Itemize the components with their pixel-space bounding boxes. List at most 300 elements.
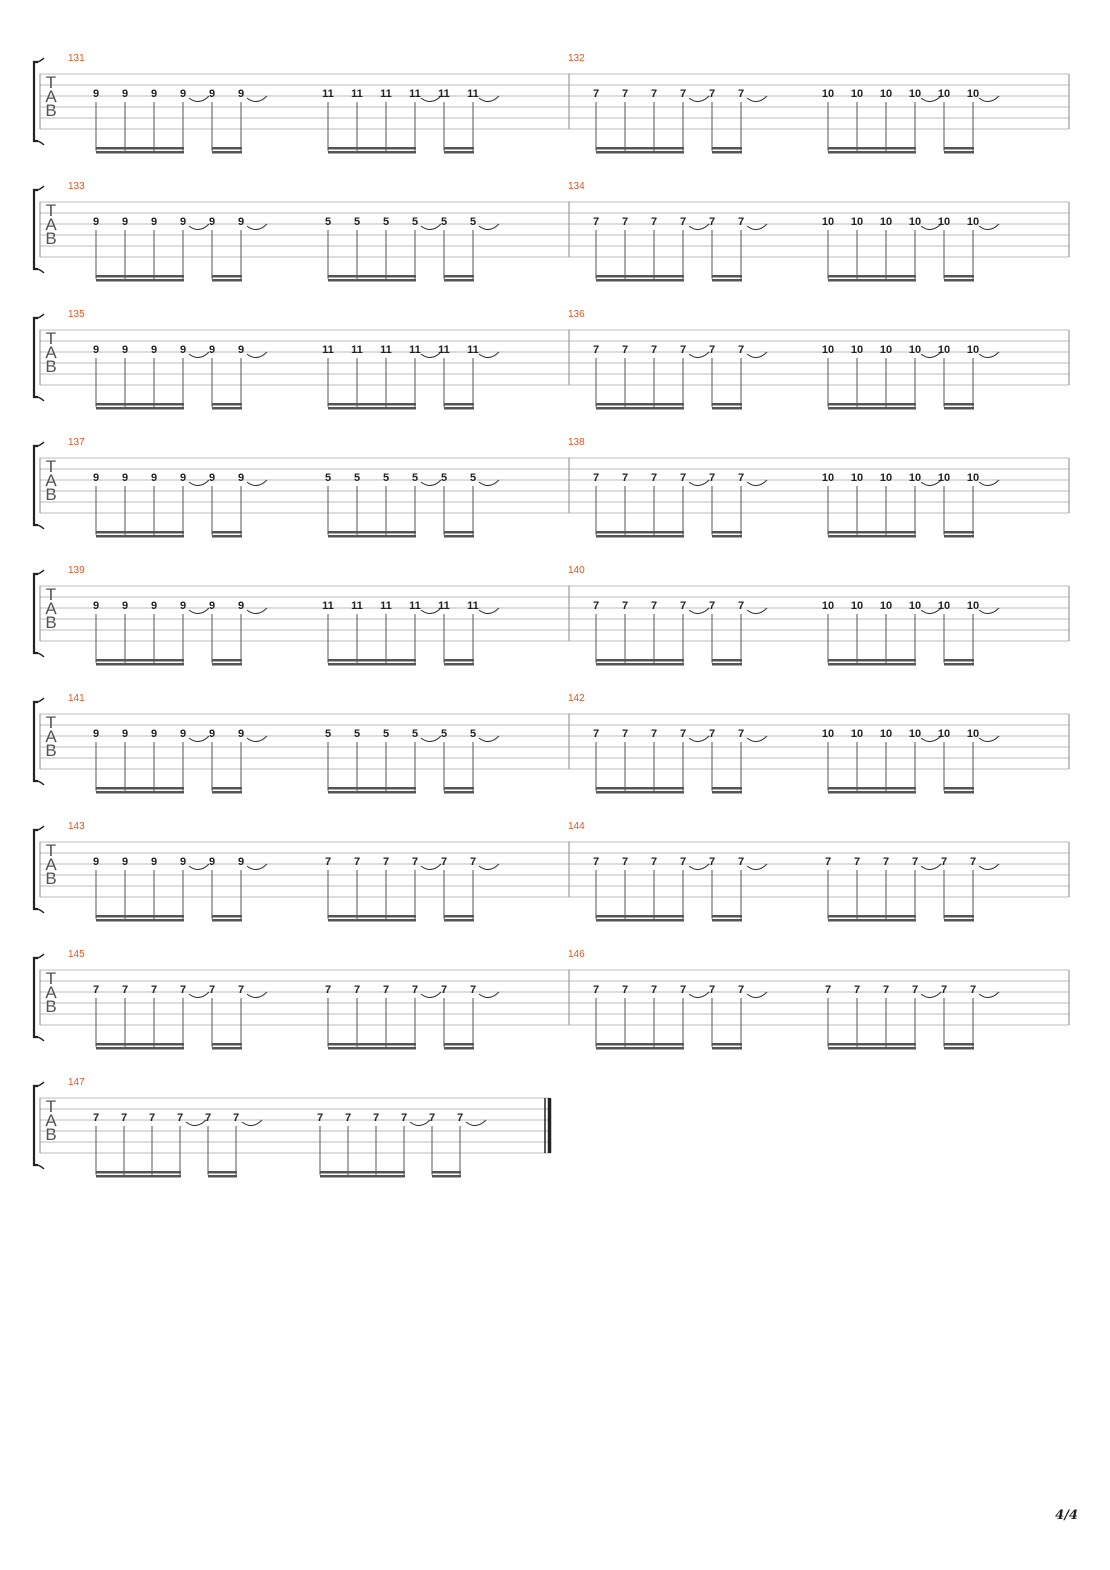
beam bbox=[444, 787, 474, 790]
fret-number: 7 bbox=[92, 984, 100, 996]
fret-number: 7 bbox=[621, 984, 629, 996]
fret-number: 9 bbox=[208, 216, 216, 228]
beam bbox=[596, 663, 684, 666]
tie-arc bbox=[979, 736, 999, 742]
beam bbox=[944, 791, 974, 794]
fret-number: 7 bbox=[382, 856, 390, 868]
fret-number: 7 bbox=[382, 984, 390, 996]
beam bbox=[712, 659, 742, 662]
beam bbox=[96, 1047, 184, 1050]
beam bbox=[712, 151, 742, 154]
fret-number: 11 bbox=[438, 344, 450, 356]
system-bracket bbox=[34, 958, 38, 1037]
fret-number: 10 bbox=[937, 472, 951, 484]
tie-arc bbox=[247, 480, 267, 486]
tab-clef-letter: B bbox=[45, 229, 57, 248]
fret-number: 7 bbox=[679, 600, 687, 612]
beam bbox=[212, 403, 242, 406]
beam bbox=[212, 531, 242, 534]
beam bbox=[596, 151, 684, 154]
beam bbox=[712, 279, 742, 282]
fret-number: 9 bbox=[237, 728, 245, 740]
fret-number: 7 bbox=[179, 984, 187, 996]
beam bbox=[944, 535, 974, 538]
fret-number: 10 bbox=[937, 728, 951, 740]
beam bbox=[944, 151, 974, 154]
bracket-hook bbox=[38, 141, 44, 145]
fret-number: 7 bbox=[737, 728, 745, 740]
fret-number: 10 bbox=[966, 728, 980, 740]
tab-clef-letter: T bbox=[45, 73, 57, 92]
fret-number: 10 bbox=[821, 88, 835, 100]
beam bbox=[828, 659, 916, 662]
beam bbox=[444, 915, 474, 918]
fret-number: 7 bbox=[650, 728, 658, 740]
tie-arc bbox=[479, 480, 499, 486]
system-bracket bbox=[34, 190, 38, 269]
measure-number: 146 bbox=[568, 949, 585, 960]
fret-number: 7 bbox=[650, 216, 658, 228]
tie-arc bbox=[421, 864, 441, 870]
fret-number: 7 bbox=[232, 1112, 240, 1124]
tie-arc bbox=[242, 1120, 262, 1126]
beam bbox=[444, 535, 474, 538]
tie-arc bbox=[479, 96, 499, 102]
beam bbox=[328, 915, 416, 918]
fret-number: 5 bbox=[469, 472, 477, 484]
tab-clef-letter: A bbox=[45, 343, 57, 362]
fret-number: 5 bbox=[440, 216, 448, 228]
fret-number: 11 bbox=[409, 600, 421, 612]
beam bbox=[96, 659, 184, 662]
fret-number: 9 bbox=[237, 472, 245, 484]
beam bbox=[444, 279, 474, 282]
beam bbox=[712, 787, 742, 790]
beam bbox=[712, 535, 742, 538]
fret-number: 7 bbox=[969, 856, 977, 868]
beam bbox=[328, 407, 416, 410]
fret-number: 7 bbox=[679, 728, 687, 740]
fret-number: 7 bbox=[679, 856, 687, 868]
tie-arc bbox=[979, 96, 999, 102]
beam bbox=[828, 791, 916, 794]
beam bbox=[712, 663, 742, 666]
fret-number: 7 bbox=[737, 600, 745, 612]
beam bbox=[328, 1043, 416, 1046]
tie-arc bbox=[921, 864, 941, 870]
tie-arc bbox=[747, 352, 767, 358]
fret-number: 7 bbox=[650, 344, 658, 356]
tie-arc bbox=[747, 224, 767, 230]
fret-number: 9 bbox=[208, 88, 216, 100]
fret-number: 9 bbox=[237, 600, 245, 612]
fret-number: 9 bbox=[121, 856, 129, 868]
fret-number: 5 bbox=[411, 472, 419, 484]
fret-number: 10 bbox=[850, 88, 864, 100]
bracket-hook bbox=[38, 269, 44, 273]
tie-arc bbox=[921, 992, 941, 998]
fret-number: 10 bbox=[966, 88, 980, 100]
fret-number: 9 bbox=[237, 344, 245, 356]
fret-number: 7 bbox=[679, 344, 687, 356]
fret-number: 10 bbox=[821, 600, 835, 612]
beam bbox=[320, 1171, 405, 1174]
tie-arc bbox=[189, 736, 209, 742]
measure-number: 147 bbox=[68, 1077, 85, 1088]
tie-arc bbox=[421, 992, 441, 998]
tab-clef-letter: T bbox=[45, 713, 57, 732]
fret-number: 7 bbox=[679, 88, 687, 100]
measure-number: 132 bbox=[568, 53, 585, 64]
tie-arc bbox=[421, 736, 441, 742]
measure-number: 134 bbox=[568, 181, 585, 192]
fret-number: 11 bbox=[322, 88, 334, 100]
fret-number: 7 bbox=[621, 728, 629, 740]
fret-number: 9 bbox=[121, 216, 129, 228]
beam bbox=[944, 663, 974, 666]
fret-number: 9 bbox=[121, 472, 129, 484]
beam bbox=[328, 1047, 416, 1050]
fret-number: 9 bbox=[179, 88, 187, 100]
fret-number: 7 bbox=[592, 728, 600, 740]
fret-number: 10 bbox=[850, 216, 864, 228]
fret-number: 7 bbox=[469, 984, 477, 996]
tie-arc bbox=[247, 864, 267, 870]
fret-number: 11 bbox=[467, 344, 479, 356]
fret-number: 10 bbox=[821, 728, 835, 740]
beam bbox=[828, 663, 916, 666]
fret-number: 7 bbox=[92, 1112, 100, 1124]
fret-number: 5 bbox=[411, 728, 419, 740]
fret-number: 9 bbox=[150, 344, 158, 356]
fret-number: 7 bbox=[882, 856, 890, 868]
tab-clef-letter: B bbox=[45, 101, 57, 120]
fret-number: 10 bbox=[908, 216, 922, 228]
tie-arc bbox=[247, 96, 267, 102]
beam bbox=[596, 791, 684, 794]
beam bbox=[944, 1043, 974, 1046]
tie-arc bbox=[689, 224, 709, 230]
beam bbox=[208, 1171, 237, 1174]
beam bbox=[212, 279, 242, 282]
beam bbox=[712, 1043, 742, 1046]
bracket-hook bbox=[38, 1165, 44, 1169]
bracket-hook bbox=[38, 653, 44, 657]
fret-number: 7 bbox=[592, 856, 600, 868]
tie-arc bbox=[747, 480, 767, 486]
fret-number: 9 bbox=[179, 600, 187, 612]
fret-number: 7 bbox=[353, 984, 361, 996]
bracket-hook bbox=[38, 314, 44, 318]
fret-number: 9 bbox=[150, 728, 158, 740]
fret-number: 7 bbox=[650, 88, 658, 100]
fret-number: 7 bbox=[708, 88, 716, 100]
fret-number: 9 bbox=[121, 344, 129, 356]
fret-number: 7 bbox=[853, 856, 861, 868]
beam bbox=[596, 407, 684, 410]
fret-number: 7 bbox=[324, 856, 332, 868]
fret-number: 10 bbox=[821, 216, 835, 228]
beam bbox=[712, 147, 742, 150]
measure-number: 140 bbox=[568, 565, 585, 576]
beam bbox=[828, 531, 916, 534]
beam bbox=[444, 275, 474, 278]
tie-arc bbox=[189, 352, 209, 358]
tab-clef-letter: T bbox=[45, 329, 57, 348]
beam bbox=[96, 147, 184, 150]
beam bbox=[96, 403, 184, 406]
beam bbox=[96, 531, 184, 534]
fret-number: 10 bbox=[879, 344, 893, 356]
bracket-hook bbox=[38, 909, 44, 913]
measure-number: 138 bbox=[568, 437, 585, 448]
tie-arc bbox=[689, 96, 709, 102]
beam bbox=[328, 151, 416, 154]
tie-arc bbox=[689, 608, 709, 614]
tie-arc bbox=[479, 864, 499, 870]
fret-number: 10 bbox=[821, 472, 835, 484]
measure-number: 145 bbox=[68, 949, 85, 960]
beam bbox=[320, 1175, 405, 1178]
fret-number: 9 bbox=[237, 216, 245, 228]
beam bbox=[828, 787, 916, 790]
fret-number: 7 bbox=[708, 856, 716, 868]
tie-arc bbox=[747, 608, 767, 614]
fret-number: 9 bbox=[92, 728, 100, 740]
beam bbox=[208, 1175, 237, 1178]
tab-clef-letter: B bbox=[45, 869, 57, 888]
tie-arc bbox=[410, 1120, 430, 1126]
beam bbox=[212, 791, 242, 794]
fret-number: 11 bbox=[409, 344, 421, 356]
bracket-hook bbox=[38, 781, 44, 785]
tie-arc bbox=[689, 352, 709, 358]
tie-arc bbox=[479, 992, 499, 998]
measure-number: 136 bbox=[568, 309, 585, 320]
fret-number: 5 bbox=[353, 216, 361, 228]
beam bbox=[596, 915, 684, 918]
beam bbox=[944, 279, 974, 282]
tie-arc bbox=[189, 864, 209, 870]
fret-number: 9 bbox=[92, 88, 100, 100]
tie-arc bbox=[979, 224, 999, 230]
beam bbox=[328, 531, 416, 534]
beam bbox=[444, 403, 474, 406]
fret-number: 9 bbox=[237, 856, 245, 868]
beam bbox=[444, 151, 474, 154]
tie-arc bbox=[479, 352, 499, 358]
bracket-hook bbox=[38, 397, 44, 401]
tab-clef-letter: B bbox=[45, 485, 57, 504]
fret-number: 10 bbox=[879, 600, 893, 612]
fret-number: 11 bbox=[351, 344, 363, 356]
beam bbox=[96, 915, 184, 918]
measure-number: 131 bbox=[68, 53, 85, 64]
fret-number: 5 bbox=[324, 216, 332, 228]
beam bbox=[944, 275, 974, 278]
beam bbox=[712, 791, 742, 794]
beam bbox=[328, 403, 416, 406]
fret-number: 7 bbox=[650, 856, 658, 868]
fret-number: 11 bbox=[438, 600, 450, 612]
beam bbox=[328, 535, 416, 538]
beam bbox=[444, 659, 474, 662]
beam bbox=[712, 403, 742, 406]
fret-number: 11 bbox=[438, 88, 450, 100]
fret-number: 11 bbox=[380, 600, 392, 612]
tie-arc bbox=[979, 992, 999, 998]
fret-number: 9 bbox=[208, 856, 216, 868]
beam bbox=[328, 787, 416, 790]
tab-clef-letter: T bbox=[45, 201, 57, 220]
beam bbox=[828, 407, 916, 410]
tie-arc bbox=[479, 608, 499, 614]
fret-number: 9 bbox=[179, 472, 187, 484]
tab-clef-letter: A bbox=[45, 599, 57, 618]
fret-number: 10 bbox=[966, 216, 980, 228]
beam bbox=[712, 915, 742, 918]
beam bbox=[596, 531, 684, 534]
tie-arc bbox=[747, 864, 767, 870]
fret-number: 7 bbox=[679, 216, 687, 228]
beam bbox=[596, 1047, 684, 1050]
fret-number: 11 bbox=[351, 600, 363, 612]
fret-number: 10 bbox=[966, 472, 980, 484]
fret-number: 10 bbox=[908, 728, 922, 740]
beam bbox=[96, 535, 184, 538]
fret-number: 7 bbox=[456, 1112, 464, 1124]
fret-number: 7 bbox=[940, 856, 948, 868]
beam bbox=[212, 659, 242, 662]
fret-number: 7 bbox=[592, 344, 600, 356]
fret-number: 7 bbox=[708, 344, 716, 356]
beam bbox=[96, 1175, 181, 1178]
beam bbox=[944, 403, 974, 406]
fret-number: 10 bbox=[937, 600, 951, 612]
tab-clef-letter: A bbox=[45, 855, 57, 874]
beam bbox=[96, 787, 184, 790]
measure-number: 141 bbox=[68, 693, 85, 704]
beam bbox=[444, 1043, 474, 1046]
fret-number: 7 bbox=[969, 984, 977, 996]
tab-clef-letter: B bbox=[45, 613, 57, 632]
beam bbox=[944, 531, 974, 534]
fret-number: 7 bbox=[621, 472, 629, 484]
fret-number: 9 bbox=[208, 472, 216, 484]
tab-clef-letter: T bbox=[45, 1097, 57, 1116]
measure-number: 137 bbox=[68, 437, 85, 448]
tie-arc bbox=[979, 352, 999, 358]
fret-number: 9 bbox=[150, 856, 158, 868]
beam bbox=[328, 791, 416, 794]
fret-number: 9 bbox=[237, 88, 245, 100]
bracket-hook bbox=[38, 525, 44, 529]
beam bbox=[712, 531, 742, 534]
fret-number: 9 bbox=[179, 856, 187, 868]
fret-number: 7 bbox=[737, 984, 745, 996]
measure-number: 139 bbox=[68, 565, 85, 576]
tab-clef-letter: B bbox=[45, 1125, 57, 1144]
beam bbox=[944, 787, 974, 790]
fret-number: 7 bbox=[237, 984, 245, 996]
beam bbox=[328, 279, 416, 282]
tie-arc bbox=[479, 224, 499, 230]
fret-number: 7 bbox=[148, 1112, 156, 1124]
fret-number: 10 bbox=[850, 600, 864, 612]
tie-arc bbox=[979, 864, 999, 870]
fret-number: 10 bbox=[850, 344, 864, 356]
fret-number: 10 bbox=[908, 472, 922, 484]
beam bbox=[328, 659, 416, 662]
fret-number: 10 bbox=[879, 216, 893, 228]
beam bbox=[596, 919, 684, 922]
beam bbox=[96, 791, 184, 794]
tie-arc bbox=[479, 736, 499, 742]
fret-number: 10 bbox=[908, 88, 922, 100]
tab-clef-letter: A bbox=[45, 87, 57, 106]
fret-number: 11 bbox=[322, 600, 334, 612]
beam bbox=[432, 1175, 461, 1178]
beam bbox=[328, 663, 416, 666]
beam bbox=[944, 659, 974, 662]
tab-clef-letter: A bbox=[45, 727, 57, 746]
fret-number: 5 bbox=[353, 472, 361, 484]
fret-number: 7 bbox=[708, 600, 716, 612]
fret-number: 11 bbox=[467, 88, 479, 100]
system-bracket bbox=[34, 318, 38, 397]
fret-number: 5 bbox=[382, 728, 390, 740]
tie-arc bbox=[979, 608, 999, 614]
system-bracket bbox=[34, 574, 38, 653]
tie-arc bbox=[689, 736, 709, 742]
fret-number: 9 bbox=[92, 472, 100, 484]
fret-number: 9 bbox=[121, 600, 129, 612]
beam bbox=[96, 275, 184, 278]
beam bbox=[432, 1171, 461, 1174]
beam bbox=[828, 147, 916, 150]
fret-number: 7 bbox=[737, 216, 745, 228]
beam bbox=[712, 275, 742, 278]
fret-number: 9 bbox=[208, 600, 216, 612]
fret-number: 7 bbox=[853, 984, 861, 996]
beam bbox=[828, 1047, 916, 1050]
tab-clef-letter: T bbox=[45, 457, 57, 476]
beam bbox=[828, 275, 916, 278]
beam bbox=[328, 275, 416, 278]
fret-number: 11 bbox=[409, 88, 421, 100]
beam bbox=[828, 151, 916, 154]
bracket-hook bbox=[38, 1082, 44, 1086]
beam bbox=[444, 791, 474, 794]
fret-number: 7 bbox=[411, 984, 419, 996]
beam bbox=[944, 147, 974, 150]
beam bbox=[596, 1043, 684, 1046]
beam bbox=[212, 535, 242, 538]
bracket-hook bbox=[38, 58, 44, 62]
fret-number: 9 bbox=[150, 600, 158, 612]
fret-number: 10 bbox=[966, 600, 980, 612]
fret-number: 7 bbox=[316, 1112, 324, 1124]
bracket-hook bbox=[38, 1037, 44, 1041]
fret-number: 7 bbox=[940, 984, 948, 996]
page-number: 4/4 bbox=[1055, 1508, 1078, 1523]
fret-number: 7 bbox=[708, 984, 716, 996]
fret-number: 10 bbox=[937, 88, 951, 100]
beam bbox=[712, 1047, 742, 1050]
beam bbox=[828, 403, 916, 406]
fret-number: 10 bbox=[908, 344, 922, 356]
tie-arc bbox=[421, 480, 441, 486]
